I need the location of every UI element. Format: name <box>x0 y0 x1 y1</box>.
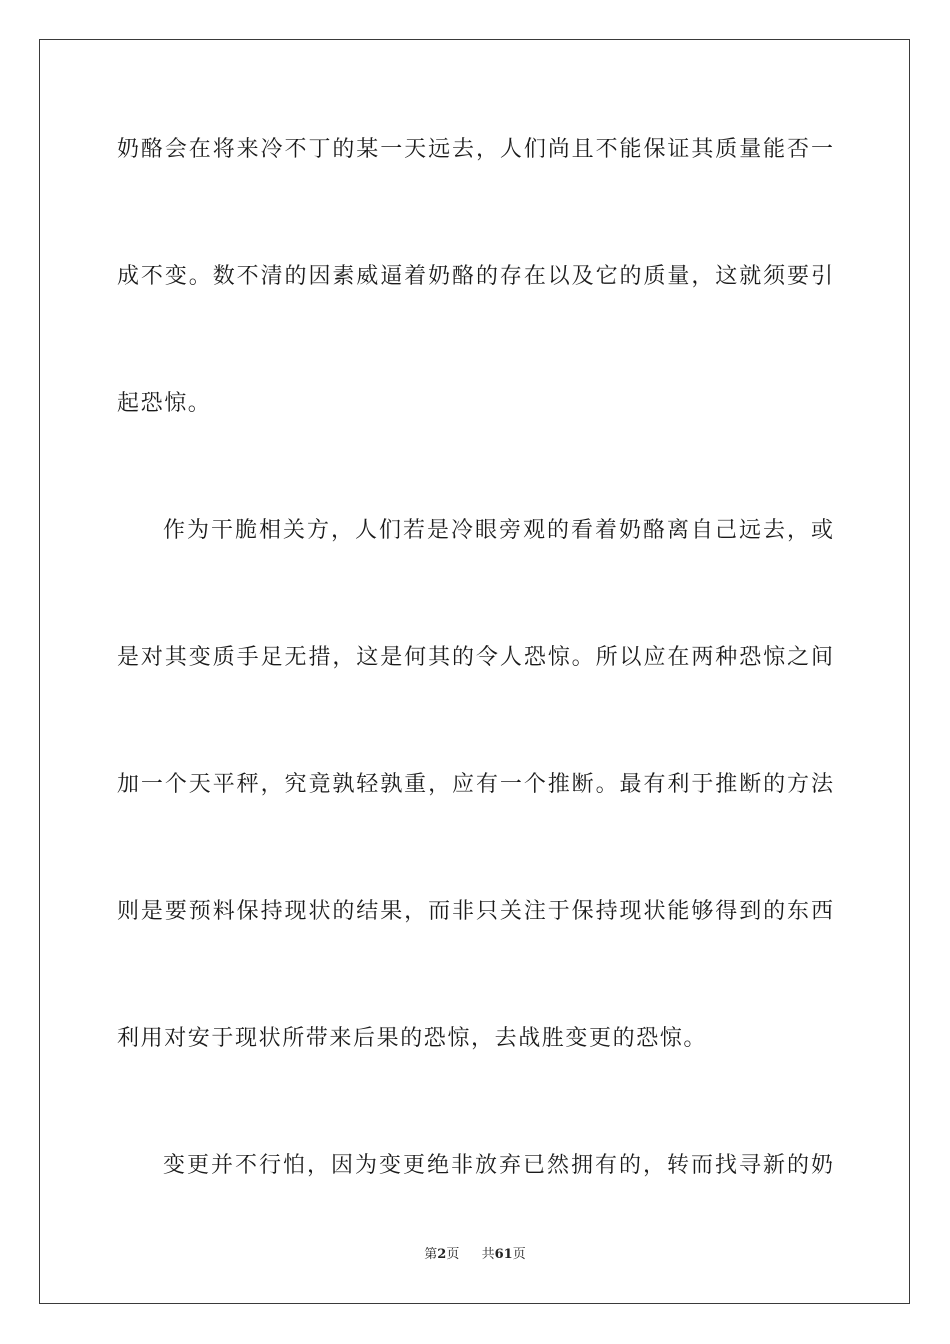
paragraph-2-line-1: 作为干脆相关方，人们若是冷眼旁观的看着奶酪离自己远去，或 <box>163 518 833 543</box>
total-pages-indicator <box>482 1246 526 1264</box>
paragraph-2-line-3: 加一个天平秤，究竟孰轻孰重，应有一个推断。最有利于推断的方法 <box>117 772 833 797</box>
paragraph-2-line-2: 是对其变质手足无措，这是何其的令人恐惊。所以应在两种恐惊之间 <box>117 645 833 670</box>
paragraph-1-line-3: 起恐惊。 <box>117 391 212 416</box>
page-number: 2 <box>437 1247 447 1262</box>
total-pages: 61 <box>494 1247 513 1262</box>
total-suffix: 页 <box>512 1247 526 1262</box>
paragraph-1-line-1: 奶酪会在将来冷不丁的某一天远去，人们尚且不能保证其质量能否一 <box>117 137 833 162</box>
paragraph-2-line-4: 则是要预料保持现状的结果，而非只关注于保持现状能够得到的东西 <box>117 899 833 924</box>
page-prefix: 第 <box>424 1247 438 1262</box>
total-prefix: 共 <box>481 1247 495 1262</box>
page-suffix: 页 <box>446 1247 460 1262</box>
paragraph-2-line-5: 利用对安于现状所带来后果的恐惊，去战胜变更的恐惊。 <box>117 1026 708 1051</box>
page-indicator <box>424 1246 459 1264</box>
page-footer <box>0 1246 950 1264</box>
paragraph-1-line-2: 成不变。数不清的因素威逼着奶酪的存在以及它的质量，这就须要引 <box>117 264 833 289</box>
paragraph-3-line-1: 变更并不行怕，因为变更绝非放弃已然拥有的，转而找寻新的奶 <box>163 1153 833 1178</box>
